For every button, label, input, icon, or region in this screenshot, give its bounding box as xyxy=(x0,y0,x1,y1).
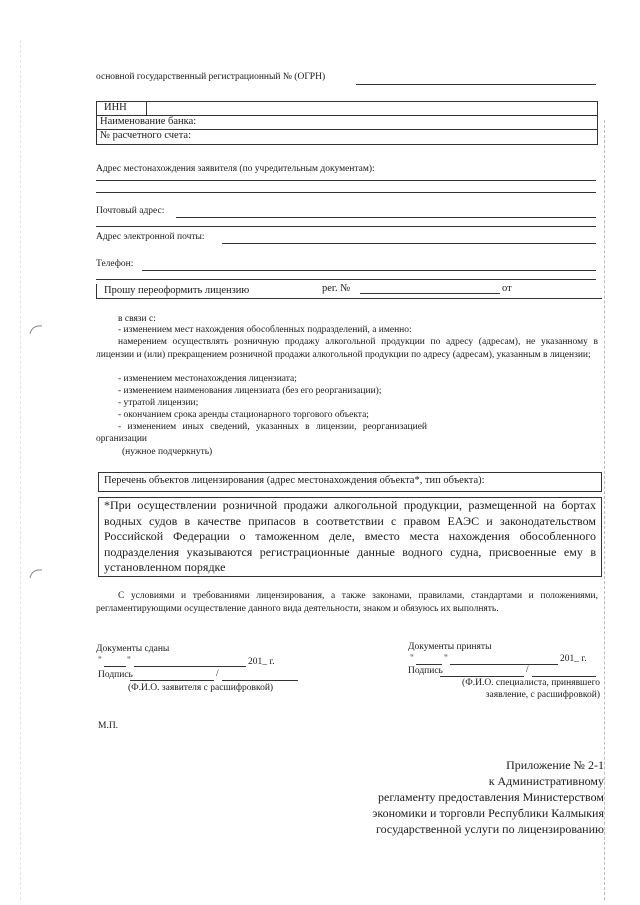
stamp-label: М.П. xyxy=(98,721,119,731)
request-row-line xyxy=(96,298,602,299)
appendix-line1: Приложение № 2-1 xyxy=(506,758,604,772)
reason-item-continued: организации xyxy=(96,434,148,444)
submitted-year: 201_ г. xyxy=(248,657,275,667)
appendix-line3: регламенту предоставления Министерством xyxy=(378,790,604,804)
accepted-caption-line1: (Ф.И.О. специалиста, принявшего xyxy=(462,678,600,688)
footnote-text: *При осуществлении розничной продажи алкогольной продукции, размещенной на бортах водных судов в качестве припасов в соответствии с правом ЕАЭС и законодательством Российской Федерации о таможенном деле, вместо места нахождения обособленного подразделения указываются регистрационные данные водного судна, присвоенные ему в установленном порядке xyxy=(104,498,596,574)
accepted-caption-line2: заявление, с расшифровкой) xyxy=(485,690,600,700)
postal-field-extra[interactable] xyxy=(96,226,596,227)
appendix-line4: экономики и торговли Республики Калмыкия xyxy=(372,806,604,820)
request-text: Прошу переоформить лицензию xyxy=(104,285,250,296)
reason-item: - окончанием срока аренды стационарного торгового объекта; xyxy=(118,410,369,420)
reasons-intro: в связи с: xyxy=(118,314,156,324)
submitted-title: Документы сданы xyxy=(96,644,170,654)
inn-cell-divider xyxy=(146,101,147,115)
accepted-day-field[interactable] xyxy=(416,664,442,665)
ogrn-field[interactable] xyxy=(356,84,596,85)
address-label: Адрес местонахождения заявителя (по учредительным документам): xyxy=(96,164,375,174)
punch-hole-mark xyxy=(28,566,44,582)
accepted-year: 201_ г. xyxy=(560,654,587,664)
email-label: Адрес электронной почты: xyxy=(96,232,205,242)
accepted-sign-label: Подпись xyxy=(408,666,443,676)
bank-name-label: Наименование банка: xyxy=(100,116,197,127)
postal-field[interactable] xyxy=(176,217,596,218)
email-field[interactable] xyxy=(222,243,596,244)
request-row-left-border xyxy=(96,284,97,298)
agreement-text: С условиями и требованиями лицензирования, а также законами, правилами, стандартами и положениями, регламентирующими осуществление данного вида деятельности, знаком и обязуюсь их выполнять. xyxy=(96,591,598,614)
license-number-field[interactable] xyxy=(360,293,500,294)
submitted-signature-field[interactable] xyxy=(130,680,214,681)
punch-hole-mark xyxy=(28,322,44,338)
appendix-line5: государственной услуги по лицензированию xyxy=(376,822,604,836)
submitted-day-field[interactable] xyxy=(104,666,126,667)
reason-item: - изменением наименования лицензиата (без его реорганизации); xyxy=(118,386,382,396)
phone-label: Телефон: xyxy=(96,259,134,269)
inn-label: ИНН xyxy=(104,102,127,113)
address-field-extra[interactable] xyxy=(96,192,596,193)
reg-number-label: рег. № xyxy=(322,283,351,294)
appendix-line2: к Административному xyxy=(488,774,604,788)
scan-artifact-line xyxy=(20,40,21,900)
accepted-month-field[interactable] xyxy=(450,664,558,665)
accepted-name-field[interactable] xyxy=(532,676,596,677)
accepted-quote-open: " xyxy=(410,654,414,664)
reason-item: - изменением мест нахождения обособленных подразделений, а именно: xyxy=(118,325,412,335)
submitted-caption: (Ф.И.О. заявителя с расшифровкой) xyxy=(128,683,274,693)
submitted-name-field[interactable] xyxy=(222,680,298,681)
ogrn-label: основной государственный регистрационный № (ОГРН) xyxy=(96,72,326,82)
submitted-quote-open: " xyxy=(98,656,102,666)
reason-item: - утратой лицензии; xyxy=(118,398,199,408)
postal-label: Почтовый адрес: xyxy=(96,206,165,216)
reason-item: - изменением иных сведений, указанных в лицензии, реорганизацией xyxy=(118,422,428,432)
accepted-quote-close: " xyxy=(444,654,448,664)
phone-field-extra[interactable] xyxy=(96,279,596,280)
phone-field[interactable] xyxy=(142,270,596,271)
reason-item: - изменением местонахождения лицензиата; xyxy=(118,374,297,384)
accepted-slash: / xyxy=(526,665,529,675)
submitted-sign-label: Подпись xyxy=(98,670,133,680)
scan-artifact-line xyxy=(604,120,605,900)
from-date-label: от xyxy=(502,283,512,294)
reason-item-main: намерением осуществлять розничную продажу алкогольной продукции по адресу (адресам), не указанному в лицензии и (или) прекращением розничной продажи алкогольной продукции по адресу (адресам), указанным в лицензии; xyxy=(96,337,598,360)
submitted-month-field[interactable] xyxy=(134,666,246,667)
accepted-title: Документы приняты xyxy=(408,642,492,652)
accepted-signature-field[interactable] xyxy=(440,676,524,677)
submitted-slash: / xyxy=(216,669,219,679)
account-label: № расчетного счета: xyxy=(100,130,192,141)
objects-list-label: Перечень объектов лицензирования (адрес местонахождения объекта*, тип объекта): xyxy=(104,475,485,486)
submitted-quote-close: " xyxy=(127,656,131,666)
address-field[interactable] xyxy=(96,180,596,181)
underline-note: (нужное подчеркнуть) xyxy=(122,447,213,457)
